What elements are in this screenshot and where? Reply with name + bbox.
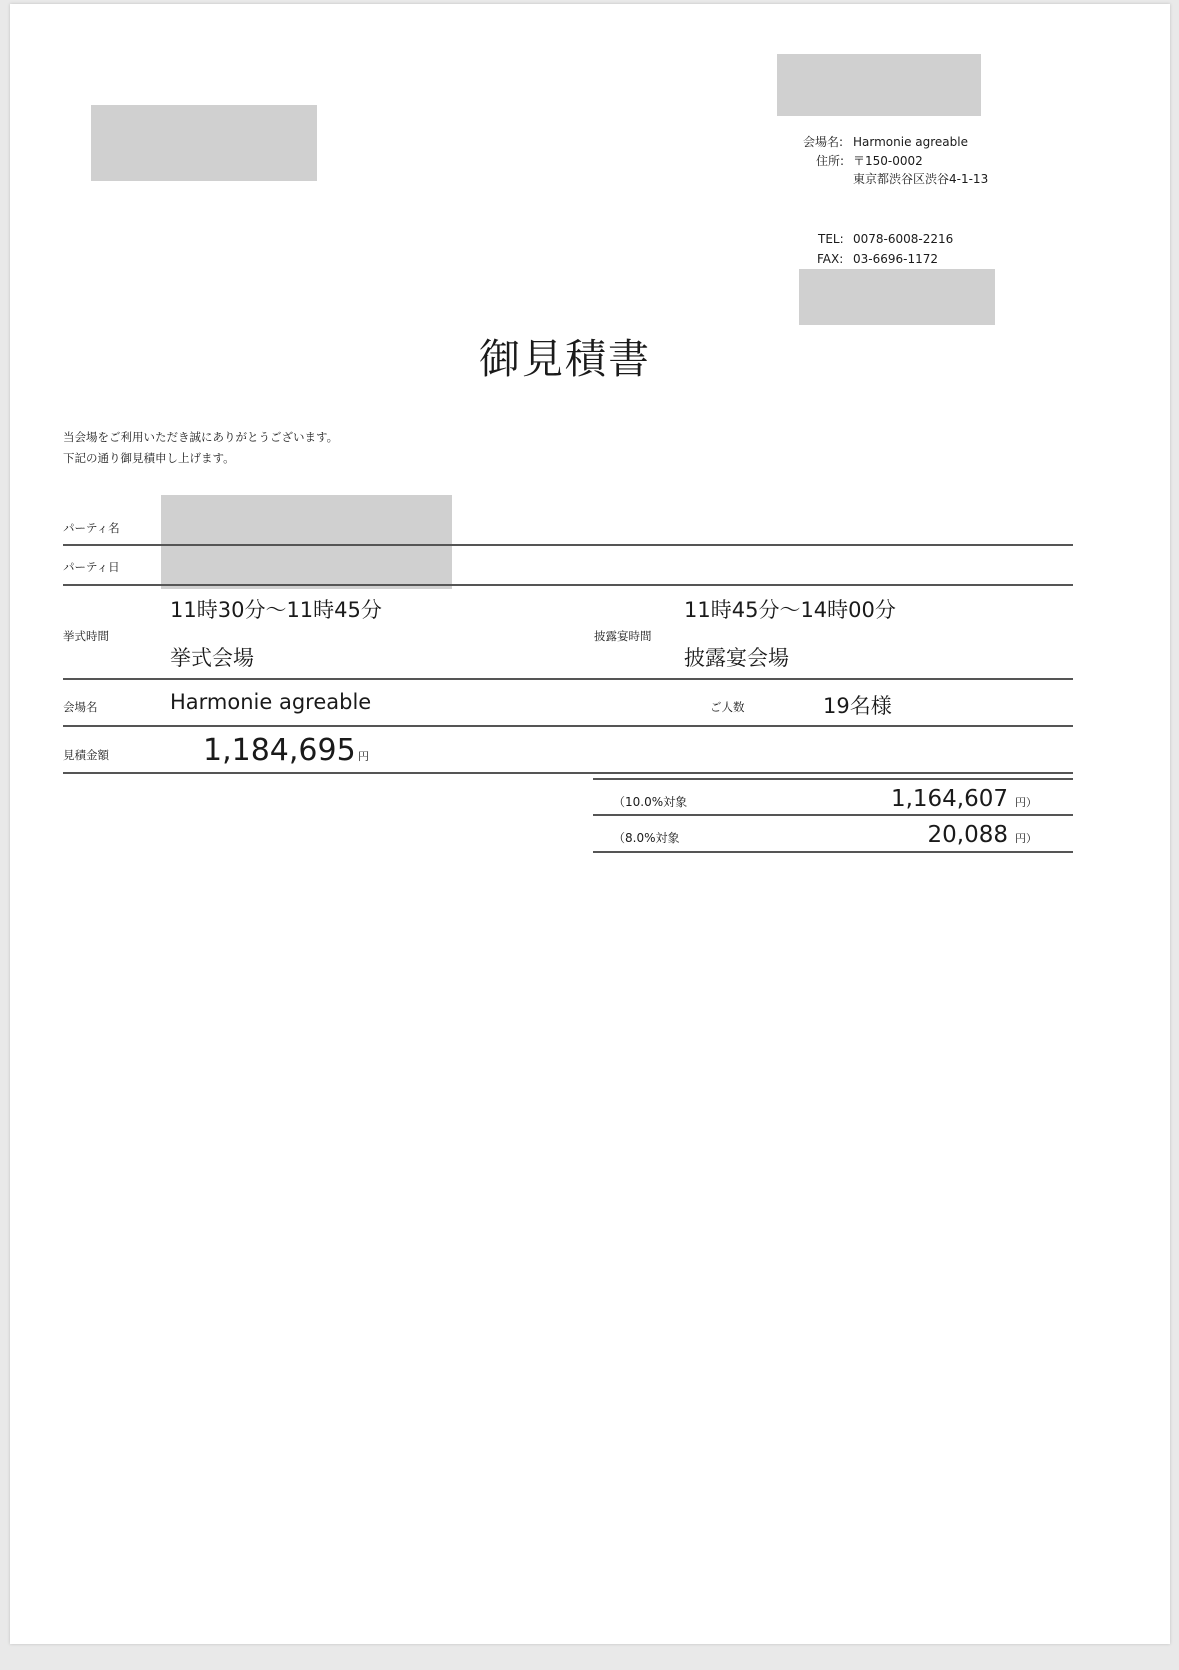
- estimate-amount: 1,184,695: [203, 733, 356, 768]
- postal-code: 〒150-0002: [853, 154, 923, 168]
- venue-label: 会場名: [63, 700, 98, 714]
- tel-number: 0078-6008-2216: [853, 232, 954, 246]
- tax-10-amount: 1,164,607: [890, 786, 1008, 812]
- tax-table-row-rule: [593, 814, 1073, 816]
- tax-8-label: （8.0%対象: [613, 831, 680, 845]
- reception-time: 11時45分〜14時00分: [684, 598, 896, 622]
- fax-number: 03-6696-1172: [853, 252, 939, 266]
- venue-name-label: 会場名:: [803, 135, 844, 149]
- tax-8-amount: 20,088: [927, 822, 1008, 848]
- redacted-stamp: [799, 269, 995, 325]
- venue-name-value: Harmonie agreable: [170, 690, 372, 714]
- ceremony-venue: 挙式会場: [170, 646, 254, 670]
- venue-name: Harmonie agreable: [853, 135, 968, 149]
- tax-10-label: （10.0%対象: [613, 795, 688, 809]
- reception-venue: 披露宴会場: [684, 646, 789, 670]
- row-divider: [63, 678, 1073, 680]
- document-page: [10, 4, 1170, 1644]
- tax-table-bottom-rule: [593, 851, 1073, 853]
- party-name-label: パーティ名: [63, 521, 120, 535]
- reception-time-label: 披露宴時間: [594, 629, 652, 643]
- party-date-label: パーティ日: [63, 560, 120, 574]
- row-divider: [63, 725, 1073, 727]
- redacted-header-block: [777, 54, 981, 116]
- guests-count: 19名様: [823, 694, 892, 718]
- tax-8-unit: 円）: [1015, 832, 1037, 845]
- tax-table-top-rule: [593, 778, 1073, 780]
- tax-10-unit: 円）: [1015, 796, 1037, 809]
- estimate-yen: 円: [358, 750, 369, 763]
- intro-line-1: 当会場をご利用いただき誠にありがとうございます。: [63, 430, 339, 444]
- guests-label: ご人数: [710, 700, 745, 714]
- estimate-label: 見積金額: [63, 748, 109, 762]
- address-label: 住所:: [816, 154, 845, 168]
- redacted-party-info: [161, 495, 452, 589]
- tel-label: TEL:: [818, 232, 844, 246]
- intro-line-2: 下記の通り御見積申し上げます。: [63, 451, 235, 465]
- document-title: 御見積書: [479, 335, 651, 383]
- fax-label: FAX:: [817, 252, 844, 266]
- address: 東京都渋谷区渋谷4-1-13: [853, 172, 989, 186]
- redacted-logo: [91, 105, 317, 181]
- row-divider: [63, 772, 1073, 774]
- ceremony-time-label: 挙式時間: [63, 629, 109, 643]
- row-divider: [63, 584, 1073, 586]
- ceremony-time: 11時30分〜11時45分: [170, 598, 382, 622]
- row-divider: [63, 544, 1073, 546]
